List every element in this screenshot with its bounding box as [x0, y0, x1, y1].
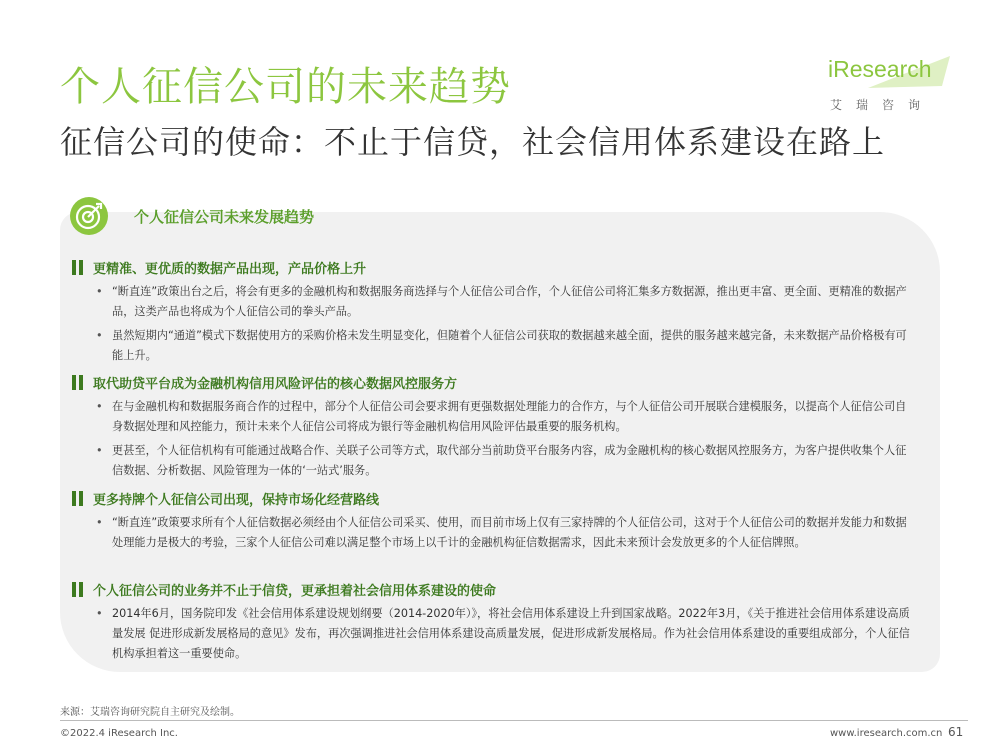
bullet-text: • 在与金融机构和数据服务商合作的过程中，部分个人征信公司会要求拥有更强数据处理能力的合作方，与个人征信公司开展联合建模服务，以提高个人征信公司自身数据处理和风控能力，预计未来个人征信公司将成为银行等金融机构信用风险评估最重要的服务机构。 [112, 397, 912, 437]
logo-cn: 艾瑞咨询 [830, 98, 935, 112]
bullet-text: • “断直连”政策要求所有个人征信数据必须经由个人征信公司采买、使用，而目前市场上仅有三家持牌的个人征信公司，这对于个人征信公司的数据并发能力和数据处理能力是极大的考验，三家个人征信公司难以满足整个市场上以千计的金融机构征信数据需求，因此未来预计会发放更多的个人征信牌照。 [112, 513, 912, 553]
bullet-text: • 更甚至，个人征信机构有可能通过战略合作、关联子公司等方式，取代部分当前助贷平台服务内容，成为金融机构的核心数据风控服务方，为客户提供收集个人征信数据、分析数据、风险管理为一体的‘一站式’服务。 [112, 441, 912, 481]
section-heading [72, 489, 379, 507]
target-arrow-icon [70, 197, 108, 235]
bullet-text: • 2014年6月，国务院印发《社会信用体系建设规划纲要（2014-2020年）》，将社会信用体系建设上升到国家战略。2022年3月，《关于推进社会信用体系建设高质量发展 促进形成新发展格局的意见》发布，再次强调推进社会信用体系建设高质量发展，促进形成新发展格局。作为社会信用体系建设的重要组成部分，个人征信机构承担着这一重要使命。 [112, 604, 912, 664]
bullet-text: • 虽然短期内“通道”模式下数据使用方的采购价格未发生明显变化，但随着个人征信公司获取的数据越来越全面，提供的服务越来越完备，未来数据产品价格极有可能上升。 [112, 326, 912, 366]
section-title: 更精准、更优质的数据产品出现，产品价格上升 [93, 261, 367, 277]
page-number: 61 [948, 725, 964, 739]
section-heading [72, 580, 496, 598]
panel-heading: 个人征信公司未来发展趋势 [134, 208, 315, 226]
footer-divider [60, 720, 968, 721]
section-title: 个人征信公司的业务并不止于信贷，更承担着社会信用体系建设的使命 [93, 583, 497, 599]
page-title: 个人征信公司的未来趋势 [60, 64, 511, 110]
bullet-text: • “断直连”政策出台之后，将会有更多的金融机构和数据服务商选择与个人征信公司合作，个人征信公司将汇集多方数据源，推出更丰富、更全面、更精准的数据产品，这类产品也将成为个人征信公司的拳头产品。 [112, 282, 912, 322]
copyright: ©2022.4 iResearch Inc. [60, 728, 178, 739]
section-heading [72, 373, 457, 391]
logo-brand: iResearch [828, 56, 932, 82]
page-subtitle: 征信公司的使命：不止于信贷，社会信用体系建设在路上 [60, 123, 886, 161]
website-link: www.iresearch.com.cn [830, 728, 943, 739]
section-marker-icon [72, 375, 83, 390]
section-title: 取代助贷平台成为金融机构信用风险评估的核心数据风控服务方 [93, 376, 458, 392]
source-note: 来源：艾瑞咨询研究院自主研究及绘制。 [60, 707, 240, 718]
section-heading [72, 258, 366, 276]
section-marker-icon [72, 582, 83, 597]
section-marker-icon [72, 491, 83, 506]
section-title: 更多持牌个人征信公司出现，保持市场化经营路线 [93, 492, 380, 508]
iresearch-logo [822, 52, 952, 116]
section-marker-icon [72, 260, 83, 275]
